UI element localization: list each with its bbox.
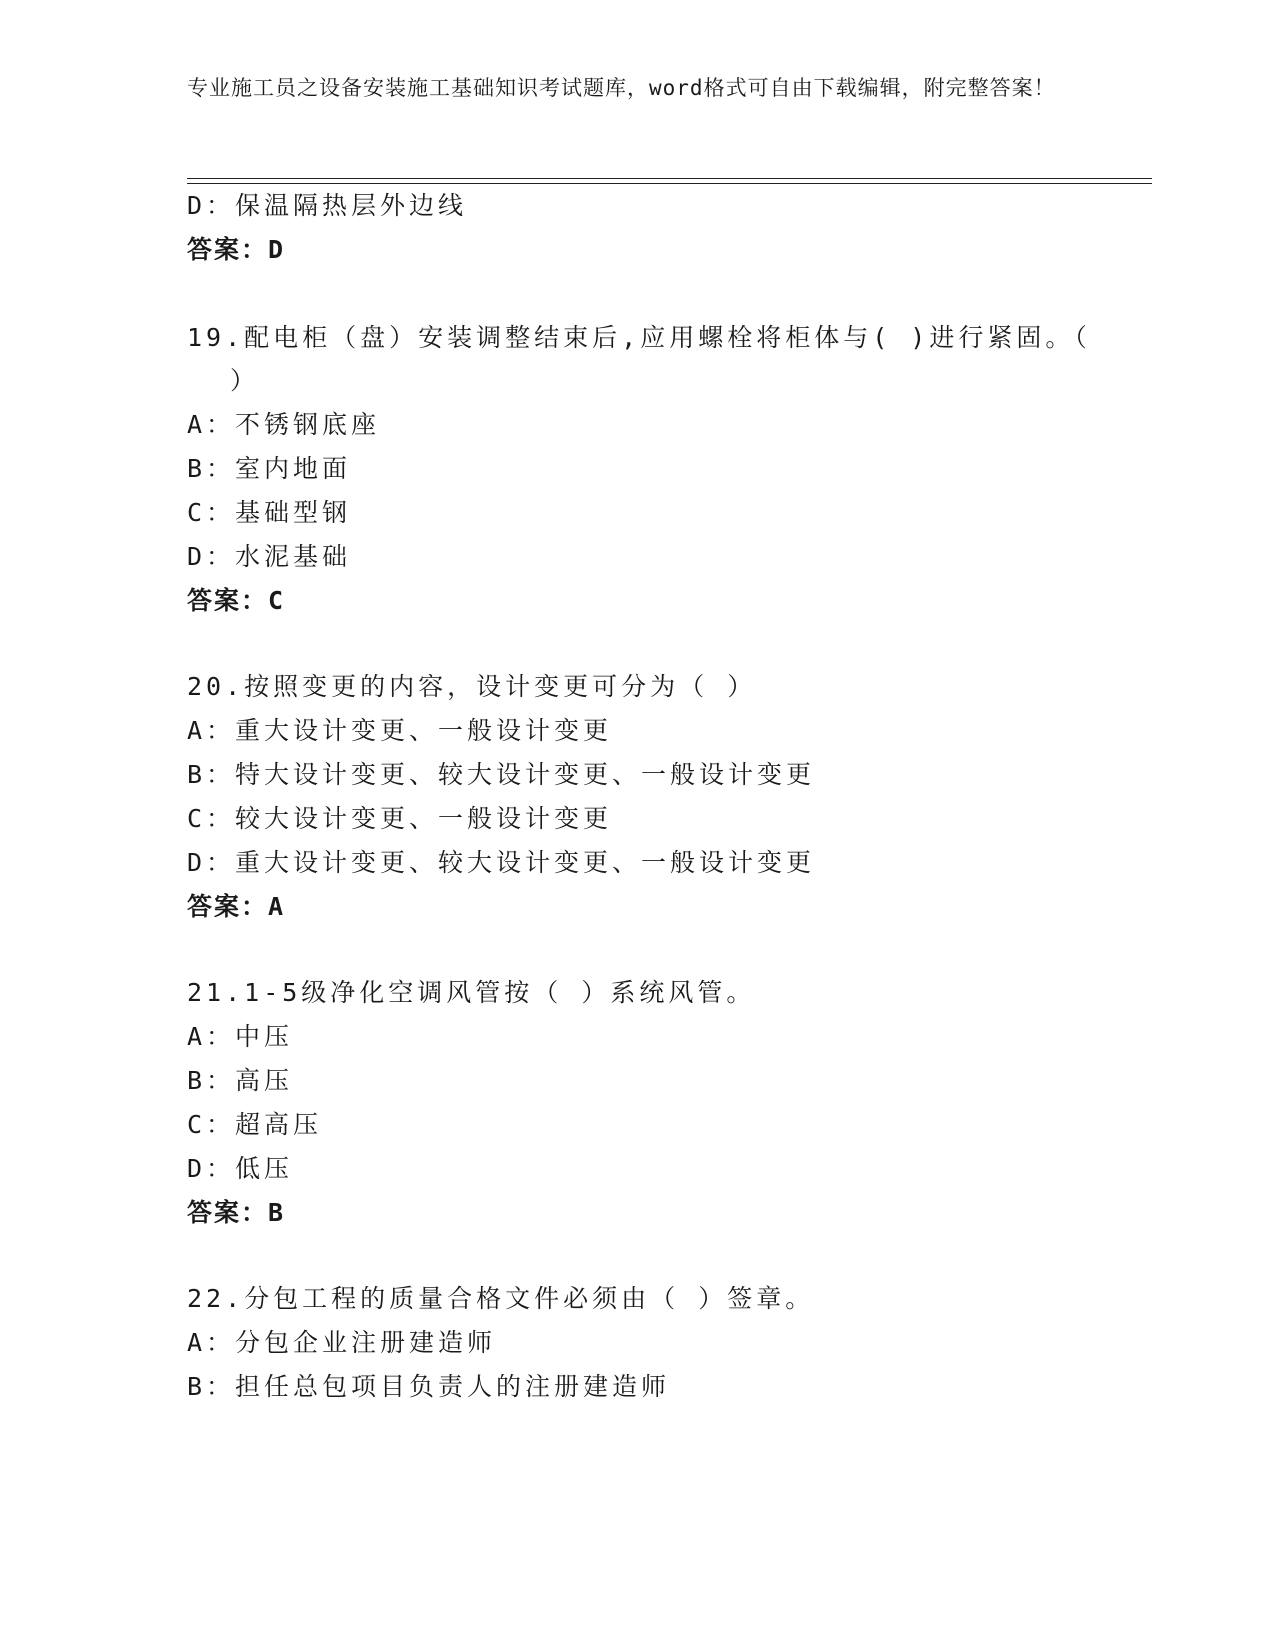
document-header: 专业施工员之设备安装施工基础知识考试题库，word格式可自由下载编辑，附完整答案！ bbox=[187, 76, 1056, 100]
question-20-text: 20.按照变更的内容，设计变更可分为（ ） bbox=[187, 672, 757, 701]
question-20-option-b: B：特大设计变更、较大设计变更、一般设计变更 bbox=[187, 760, 816, 789]
question-19-option-c: C：基础型钢 bbox=[187, 498, 352, 527]
option-d-previous: D：保温隔热层外边线 bbox=[187, 191, 468, 220]
question-22-text: 22.分包工程的质量合格文件必须由（ ）签章。 bbox=[187, 1284, 815, 1313]
question-20-answer: 答案：A bbox=[187, 892, 286, 921]
question-19-answer: 答案：C bbox=[187, 586, 286, 615]
header-divider-bottom bbox=[187, 183, 1152, 184]
answer-previous: 答案：D bbox=[187, 235, 286, 264]
question-20-option-c: C：较大设计变更、一般设计变更 bbox=[187, 804, 613, 833]
header-divider-top bbox=[187, 178, 1152, 179]
question-21-text: 21.1-5级净化空调风管按（ ）系统风管。 bbox=[187, 978, 756, 1007]
question-22-option-b: B：担任总包项目负责人的注册建造师 bbox=[187, 1372, 671, 1401]
question-19-option-a: A：不锈钢底座 bbox=[187, 410, 381, 439]
question-21-option-a: A：中压 bbox=[187, 1022, 294, 1051]
question-21-option-b: B：高压 bbox=[187, 1066, 294, 1095]
question-19-text-continued: ） bbox=[230, 366, 260, 395]
question-19-text: 19.配电柜（盘）安装调整结束后,应用螺栓将柜体与( )进行紧固。（ bbox=[187, 323, 1091, 352]
question-22-option-a: A：分包企业注册建造师 bbox=[187, 1328, 497, 1357]
question-19-option-b: B：室内地面 bbox=[187, 454, 352, 483]
question-19-option-d: D：水泥基础 bbox=[187, 542, 352, 571]
question-20-option-a: A：重大设计变更、一般设计变更 bbox=[187, 716, 613, 745]
question-21-option-c: C：超高压 bbox=[187, 1110, 323, 1139]
question-21-option-d: D：低压 bbox=[187, 1154, 294, 1183]
question-21-answer: 答案：B bbox=[187, 1198, 286, 1227]
question-20-option-d: D：重大设计变更、较大设计变更、一般设计变更 bbox=[187, 848, 816, 877]
